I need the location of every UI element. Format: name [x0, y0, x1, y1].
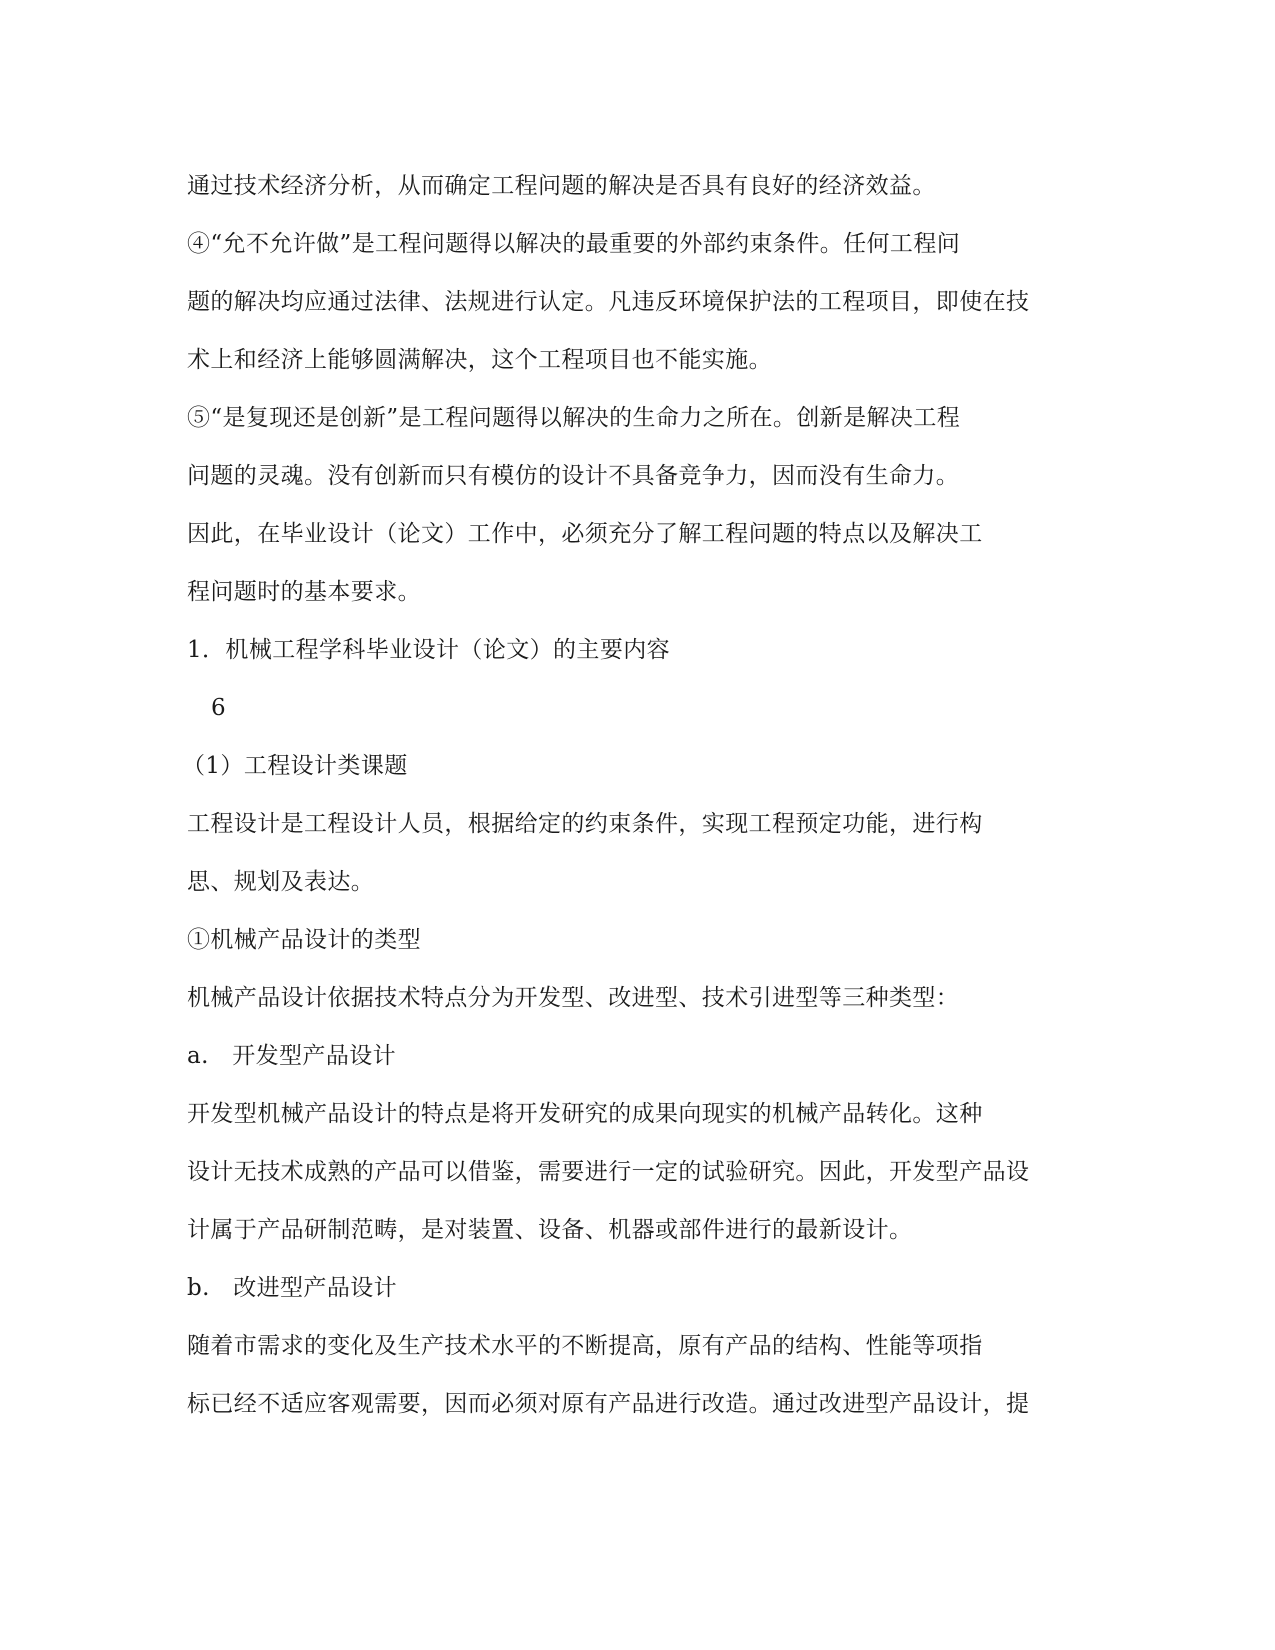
paragraph-line: 通过技术经济分析，从而确定工程问题的解决是否具有良好的经济效益。	[187, 173, 936, 199]
paragraph-line: 因此，在毕业设计（论文）工作中，必须充分了解工程问题的特点以及解决工	[187, 521, 983, 547]
paragraph-line: 设计无技术成熟的产品可以借鉴，需要进行一定的试验研究。因此，开发型产品设	[187, 1159, 1030, 1185]
paragraph-line: 计属于产品研制范畴，是对装置、设备、机器或部件进行的最新设计。	[187, 1217, 913, 1243]
paragraph-line: 开发型机械产品设计的特点是将开发研究的成果向现实的机械产品转化。这种	[187, 1101, 983, 1127]
subsection-heading: （1）工程设计类课题	[182, 753, 408, 779]
paragraph-line: 术上和经济上能够圆满解决，这个工程项目也不能实施。	[187, 347, 772, 373]
paragraph-line: ④“允不允许做”是工程问题得以解决的最重要的外部约束条件。任何工程问	[187, 231, 961, 257]
paragraph-line: 随着市需求的变化及生产技术水平的不断提高，原有产品的结构、性能等项指	[187, 1333, 983, 1359]
paragraph-line: 机械产品设计依据技术特点分为开发型、改进型、技术引进型等三种类型：	[187, 985, 960, 1011]
page-number: 6	[211, 695, 227, 721]
item-heading: ①机械产品设计的类型	[187, 927, 421, 953]
section-heading: 1．机械工程学科毕业设计（论文）的主要内容	[187, 637, 671, 663]
paragraph-line: ⑤“是复现还是创新”是工程问题得以解决的生命力之所在。创新是解决工程	[187, 405, 961, 431]
paragraph-line: 工程设计是工程设计人员，根据给定的约束条件，实现工程预定功能，进行构	[187, 811, 983, 837]
list-heading: b. 改进型产品设计	[187, 1275, 398, 1301]
paragraph-line: 题的解决均应通过法律、法规进行认定。凡违反环境保护法的工程项目，即使在技	[187, 289, 1030, 315]
paragraph-line: 程问题时的基本要求。	[187, 579, 421, 605]
paragraph-line: 问题的灵魂。没有创新而只有模仿的设计不具备竞争力，因而没有生命力。	[187, 463, 960, 489]
list-heading: a. 开发型产品设计	[187, 1043, 397, 1069]
paragraph-line: 标已经不适应客观需要，因而必须对原有产品进行改造。通过改进型产品设计，提	[187, 1391, 1030, 1417]
paragraph-line: 思、规划及表达。	[187, 869, 375, 895]
